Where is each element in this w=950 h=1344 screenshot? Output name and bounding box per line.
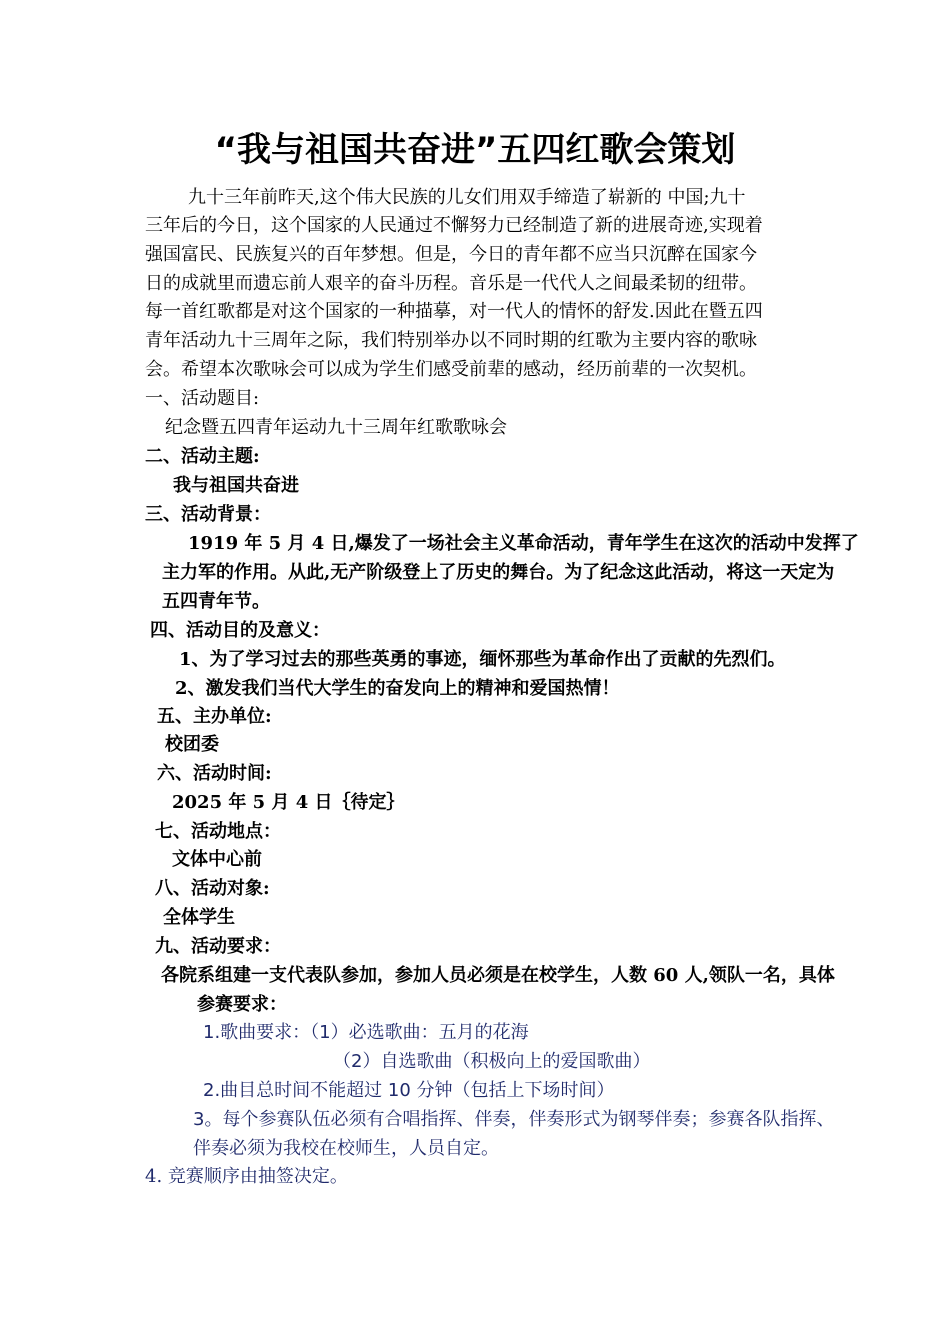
section-9-line: 各院系组建一支代表队参加，参加人员必须是在校学生，人数 60 人,领队一名，具体: [161, 965, 835, 986]
section-4-heading: 四、活动目的及意义：: [150, 620, 330, 641]
requirement-2: 2.曲目总时间不能超过 10 分钟（包括上下场时间）: [203, 1080, 615, 1101]
section-3-line: 五四青年节。: [162, 591, 270, 612]
section-6-text: 2025 年 5 月 4 日｛待定｝: [172, 792, 405, 813]
section-6-heading: 六、活动时间:: [157, 763, 272, 784]
requirement-1: 1.歌曲要求：（1）必选歌曲：五月的花海: [203, 1022, 529, 1043]
intro-line: 青年活动九十三周年之际，我们特别举办以不同时期的红歌为主要内容的歌咏: [145, 330, 757, 351]
section-7-heading: 七、活动地点：: [155, 821, 281, 842]
section-8-heading: 八、活动对象:: [155, 878, 270, 899]
section-4-item: 2、激发我们当代大学生的奋发向上的精神和爱国热情！: [175, 678, 620, 699]
section-2-text: 我与祖国共奋进: [173, 475, 299, 496]
document-title: “我与祖国共奋进”五四红歌会策划: [214, 130, 736, 170]
section-3-line: 主力军的作用。从此,无产阶级登上了历史的舞台。为了纪念这此活动，将这一天定为: [162, 562, 835, 583]
section-8-text: 全体学生: [163, 907, 235, 928]
intro-line: 三年后的今日，这个国家的人民通过不懈努力已经制造了新的进展奇迹,实现着: [145, 215, 763, 236]
section-5-heading: 五、主办单位:: [157, 706, 272, 727]
section-1-text: 纪念暨五四青年运动九十三周年红歌歌咏会: [165, 417, 507, 438]
intro-line: 会。希望本次歌咏会可以成为学生们感受前辈的感动，经历前辈的一次契机。: [145, 359, 757, 380]
section-4-item: 1、为了学习过去的那些英勇的事迹，缅怀那些为革命作出了贡献的先烈们。: [179, 649, 786, 670]
requirement-4: 4. 竞赛顺序由抽签决定。: [145, 1166, 348, 1187]
intro-line: 日的成就里而遗忘前人艰辛的奋斗历程。音乐是一代代人之间最柔韧的纽带。: [145, 273, 757, 294]
intro-line: 每一首红歌都是对这个国家的一种描摹，对一代人的情怀的舒发.因此在暨五四: [145, 301, 763, 322]
section-1-heading: 一、活动题目:: [145, 388, 260, 409]
section-5-text: 校团委: [165, 734, 219, 755]
section-7-text: 文体中心前: [172, 849, 262, 870]
intro-line: 强国富民、民族复兴的百年梦想。但是，今日的青年都不应当只沉醉在国家今: [145, 244, 757, 265]
section-3-heading: 三、活动背景：: [145, 504, 271, 525]
intro-line: 九十三年前昨天,这个伟大民族的儿女们用双手缔造了崭新的 中国;九十: [188, 187, 746, 208]
section-9-line: 参赛要求：: [197, 994, 287, 1015]
requirement-3: 3。每个参赛队伍必须有合唱指挥、伴奏，伴奏形式为钢琴伴奏；参赛各队指挥、: [193, 1109, 835, 1130]
requirement-3: 伴奏必须为我校在校师生，人员自定。: [193, 1138, 499, 1159]
section-9-heading: 九、活动要求：: [155, 936, 281, 957]
requirement-1b: （2）自选歌曲（积极向上的爱国歌曲）: [333, 1051, 651, 1072]
section-3-line: 1919 年 5 月 4 日,爆发了一场社会主义革命活动，青年学生在这次的活动中发挥了: [188, 533, 859, 554]
section-2-heading: 二、活动主题:: [145, 446, 260, 467]
